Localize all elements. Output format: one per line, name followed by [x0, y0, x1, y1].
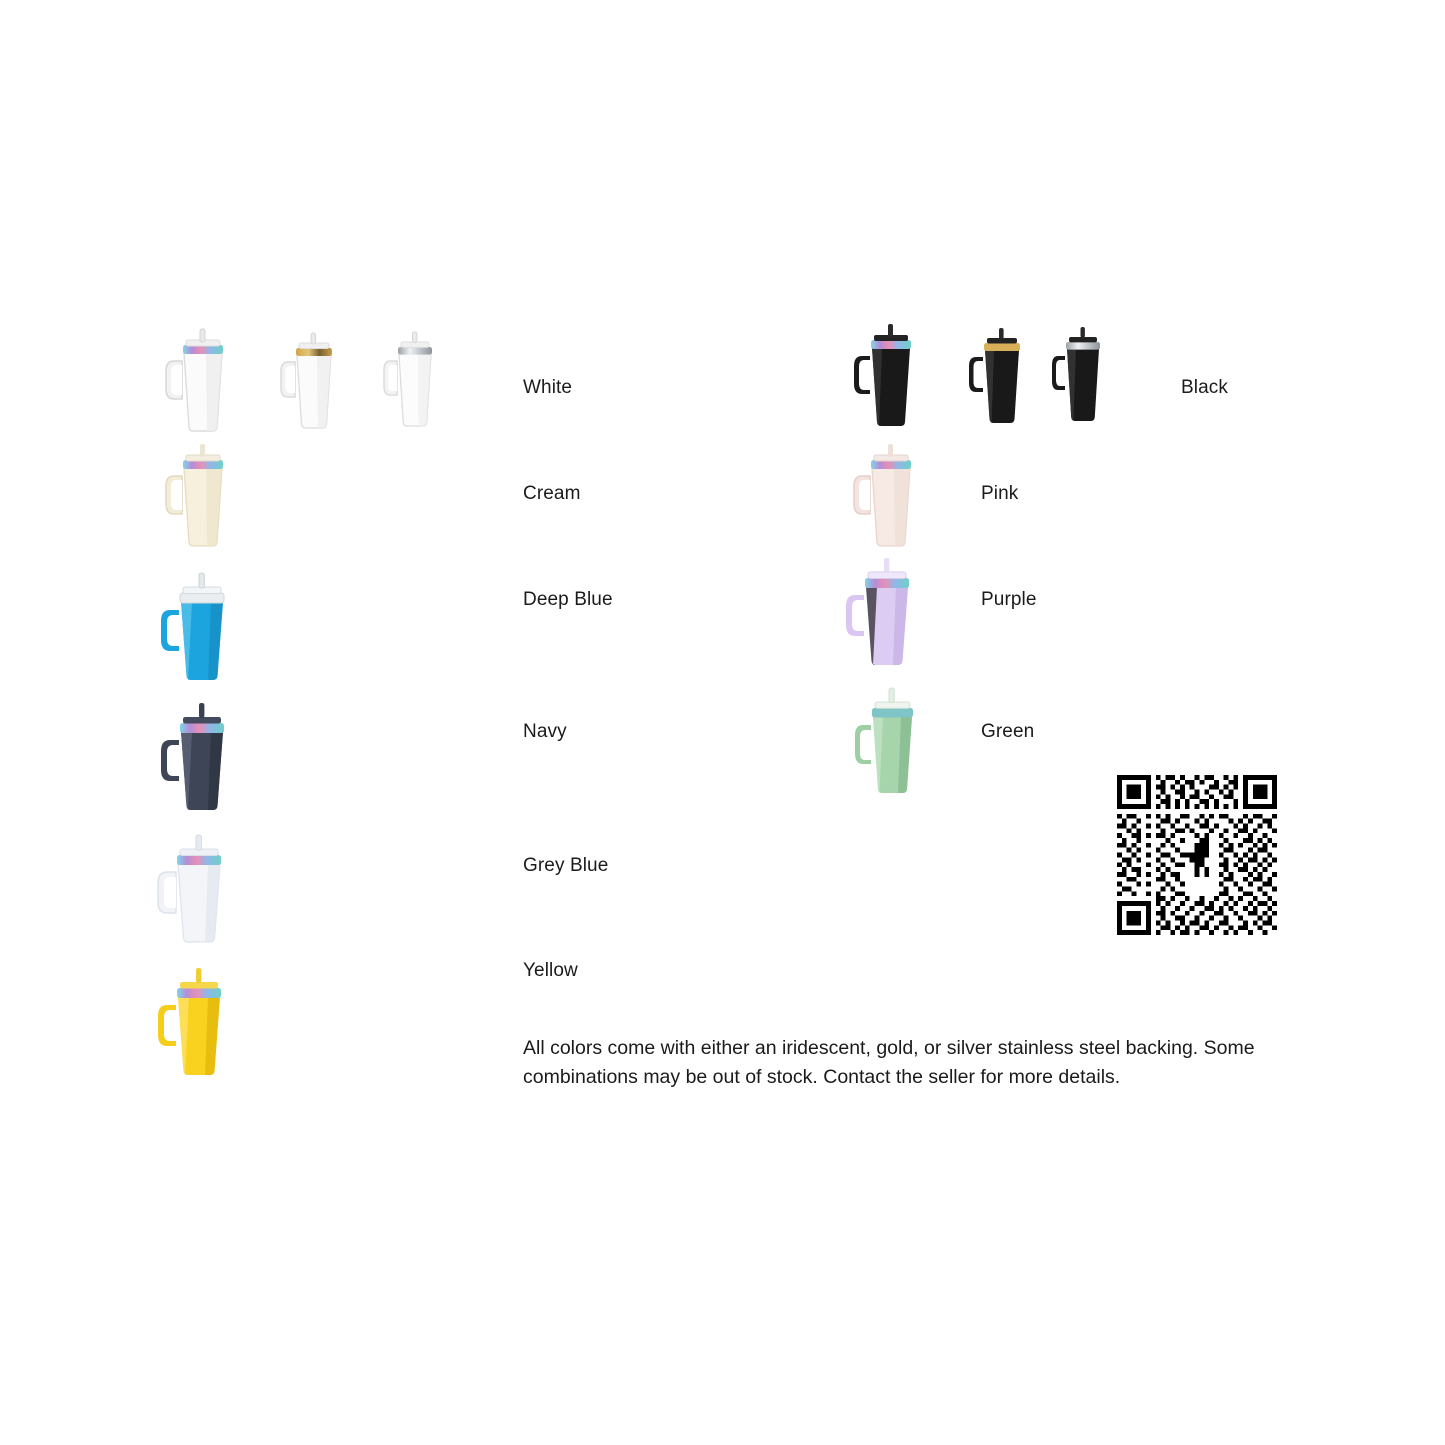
- color-label-grey-blue: Grey Blue: [523, 855, 609, 876]
- color-label-deep-blue: Deep Blue: [523, 589, 613, 610]
- color-label-pink: Pink: [981, 483, 1019, 504]
- tumbler-white-silver: [378, 320, 444, 430]
- tumbler-black-silver: [1046, 315, 1112, 425]
- color-label-purple: Purple: [981, 589, 1037, 610]
- tumbler-white-iridescent: [160, 315, 240, 435]
- tumbler-navy-iridescent: [155, 690, 245, 815]
- color-label-yellow: Yellow: [523, 960, 578, 981]
- color-label-green: Green: [981, 721, 1035, 742]
- color-label-black: Black: [1181, 377, 1228, 398]
- qr-code-image: [1117, 775, 1277, 935]
- dinosaur-icon: [1185, 838, 1214, 877]
- tumbler-black-gold: [963, 315, 1033, 427]
- disclaimer-note: All colors come with either an iridescent, gold, or silver stainless steel backing. Some combinations may be out of stock. Contact the seller for more details.: [523, 1036, 1255, 1088]
- tumbler-yellow-iridescent: [152, 955, 242, 1080]
- color-label-navy: Navy: [523, 721, 567, 742]
- tumbler-white-gold: [275, 320, 345, 432]
- tumbler-cream-iridescent: [160, 430, 240, 550]
- tumbler-green-silver: [848, 675, 933, 797]
- tumbler-pink-iridescent: [848, 430, 928, 550]
- tumbler-deep-blue-silver: [155, 560, 245, 685]
- tumbler-black-iridescent: [848, 310, 928, 430]
- color-label-white: White: [523, 377, 573, 398]
- tumbler-purple-iridescent: [840, 545, 930, 670]
- qr-code[interactable]: [1117, 775, 1277, 935]
- color-label-cream: Cream: [523, 483, 581, 504]
- tumbler-grey-blue-iridescent: [152, 822, 242, 947]
